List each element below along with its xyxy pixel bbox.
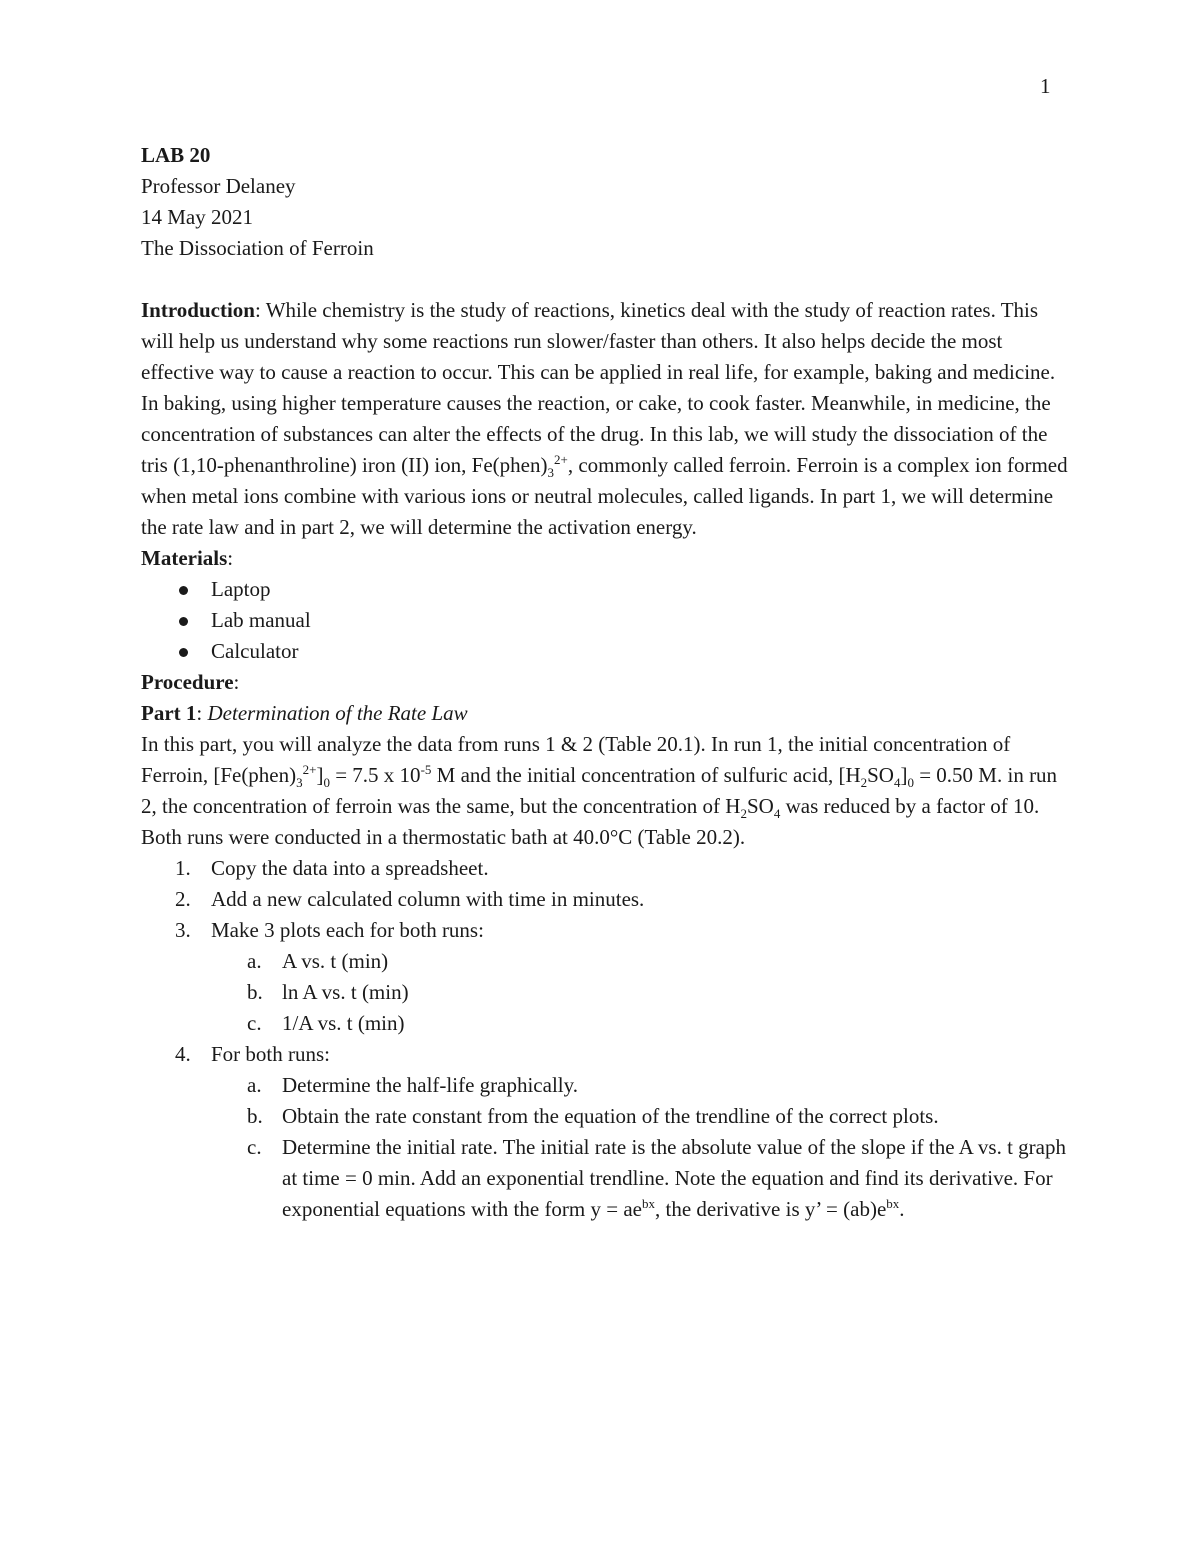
sub-step-text: A vs. t (min) [282,949,389,973]
subscript: 2 [860,775,868,791]
introduction-heading: Introduction [141,298,255,322]
text-run: = 0.50 M. in run 2, the concentration of ferroin was the same, but the concentration of H [141,763,1058,818]
procedure-steps [141,853,1071,1225]
part1-title: Determination of the Rate Law [207,701,468,725]
step-text: Add a new calculated column with time in minutes. [211,887,645,911]
step-number: 2. [175,887,191,911]
sub-step-letter: a. [247,949,262,973]
intro-text-1: While chemistry is the study of reactions, kinetics deal with the study of reaction rates. This will help us understand why some reactions run slower/faster than others. It also helps decide the most effective way to cause a reaction to occur. This can be applied in real life, for example, baking and medicine. In baking, using higher temperature causes the reaction, or cake, to cook faster. Meanwhile, in medicine, the concentration of substances can alter the effects of the drug. In this lab, we will study the dissociation of the tris (1,10-phenanthroline) iron (II) ion, [141,298,1056,477]
procedure-step [141,853,1071,884]
sub-step [211,946,1071,977]
blank-line [141,264,1071,295]
sub-step [211,1008,1071,1039]
formula-base: Fe(phen) [471,453,548,477]
subscript: 0 [323,775,330,791]
lab-title: LAB 20 [141,143,211,167]
materials-heading: Materials [141,546,228,570]
text-run: was reduced by a factor of 10. Both runs were conducted in a thermostatic bath at 40.0°C (Table 20.2). [141,794,1040,849]
sub-step-letter: b. [247,980,263,1004]
part1-paragraph [141,729,1071,853]
list-item: Laptop [141,574,1071,605]
text-run: ] [900,763,908,787]
list-item: Calculator [141,636,1071,667]
materials-heading-line: Materials: [141,546,234,570]
lab-subject: The Dissociation of Ferroin [141,236,374,260]
procedure-step [141,1039,1071,1225]
sub-step-letter: b. [247,1104,263,1128]
sub-step [211,1070,1071,1101]
text-run: In this part, you will analyze the data from runs 1 & 2 (Table 20.1). In run 1, the initial concentration of Ferroin, [Fe(phen) [141,732,1011,787]
text-run: M and the initial concentration of sulfuric acid, [H [431,763,861,787]
formula-superscript: 2+ [553,452,568,467]
formula-subscript: 3 [547,465,554,481]
sub-step [211,977,1071,1008]
sub-steps [211,946,1071,1039]
sub-step-letter: c. [247,1135,262,1159]
subscript: 0 [907,775,914,791]
step-text: For both runs: [211,1042,331,1066]
text-run: SO [746,794,774,818]
sub-step [211,1132,1071,1225]
list-item: Lab manual [141,605,1071,636]
step-text: Make 3 plots each for both runs: [211,918,484,942]
sub-step-text: . [899,1197,905,1221]
procedure-heading-line: Procedure: [141,670,240,694]
sub-step-text: Determine the initial rate. The initial rate is the absolute value of the slope if the A vs. t graph at time = 0 min. Add an exponential trendline. Note the equation and find its derivative. For exponential equations with the form y = ae [282,1135,1066,1221]
materials-list [141,574,1071,667]
superscript: bx [642,1196,655,1211]
sub-step-text: , the derivative is y’ = (ab)e [655,1197,887,1221]
step-number: 1. [175,856,191,880]
sub-step-text: Obtain the rate constant from the equation of the trendline of the correct plots. [282,1104,939,1128]
sub-step [211,1101,1071,1132]
part1-label: Part 1 [141,701,197,725]
step-number: 4. [175,1042,191,1066]
intro-text-2: , commonly called ferroin. Ferroin is a complex ion formed when metal ions combine with various ions or neutral molecules, called ligands. In part 1, we will determine the rate law and in part 2, we will determine the activation energy. [141,453,1068,539]
introduction-paragraph: Introduction: While chemistry is the study of reactions, kinetics deal with the study of reaction rates. This will help us understand why some reactions run slower/faster than others. It also helps decide the most effective way to cause a reaction to occur. This can be applied in real life, for example, baking and medicine. In baking, using higher temperature causes the reaction, or cake, to cook faster. Meanwhile, in medicine, the concentration of substances can alter the effects of the drug. In this lab, we will study the dissociation of the tris (1,10-phenanthroline) iron (II) ion, $Fe(phen)_3^{2+}$, commonly called ferroin. Ferroin is a complex ion formed when metal ions combine with various ions or neutral molecules, called ligands. In part 1, we will determine the rate law and in part 2, we will determine the activation energy. [141,298,1068,539]
subscript: 4 [893,775,901,791]
text-run: SO [867,763,894,787]
procedure-step [141,884,1071,915]
document-body [141,140,1071,1225]
sub-step-text: ln A vs. t (min) [282,980,409,1004]
procedure-step [141,915,1071,1039]
professor-name: Professor Delaney [141,174,296,198]
subscript: 2 [740,806,747,822]
ferroin-formula [471,452,568,481]
sub-step-letter: c. [247,1011,262,1035]
sub-step-letter: a. [247,1073,262,1097]
sub-steps [211,1070,1071,1225]
subscript: 4 [773,806,781,822]
subscript: 3 [296,775,303,791]
superscript: -5 [420,762,432,777]
step-number: 3. [175,918,191,942]
step-text: Copy the data into a spreadsheet. [211,856,489,880]
superscript: 2+ [302,762,317,777]
superscript: bx [886,1196,900,1211]
part1-heading-line: Part 1: Determination of the Rate Law [141,701,468,725]
text-run: = 7.5 x 10 [329,763,421,787]
procedure-heading: Procedure [141,670,234,694]
text-run: ] [316,763,324,787]
sub-step-text: Determine the half-life graphically. [282,1073,578,1097]
page-number: 1 [1040,74,1051,98]
lab-date: 14 May 2021 [141,205,253,229]
sub-step-text: 1/A vs. t (min) [282,1011,405,1035]
